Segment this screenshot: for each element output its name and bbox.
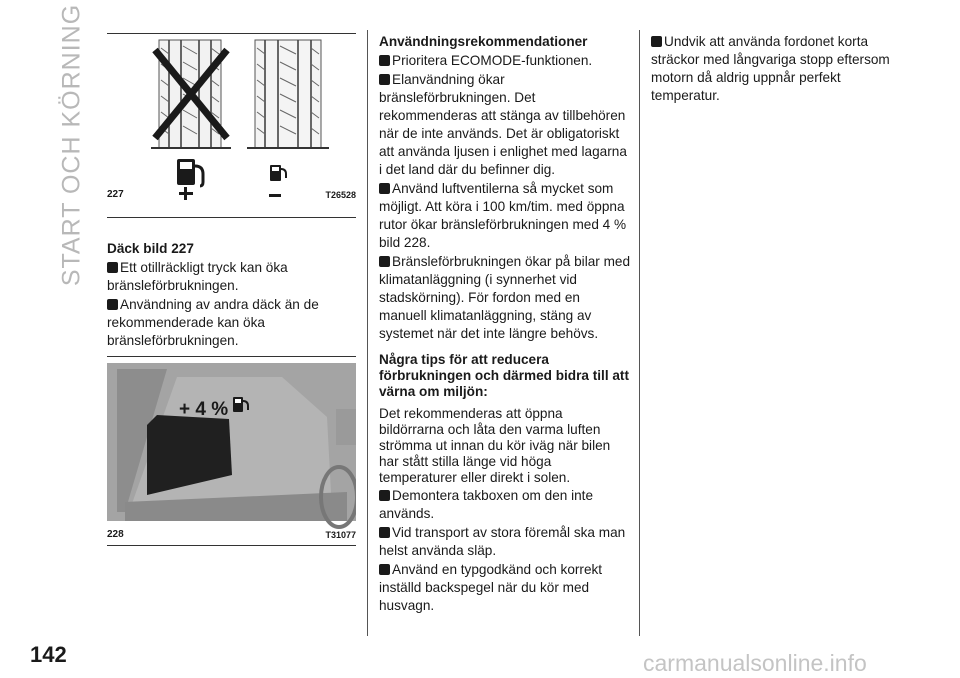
- bullet-item: Ett otillräckligt tryck kan öka bränsleförbrukningen.: [107, 260, 288, 293]
- column-2: [379, 33, 631, 616]
- bullet-item: Elanvändning ökar bränsleförbrukningen. Det rekommenderas att stänga av tillbehören när de inte används. Det är obligatoriskt att använda ljusen i enlighet med lagarna i det land där du befinner dig.: [379, 72, 627, 177]
- section-side-title: [52, 3, 92, 287]
- watermark: carmanualsonline.info: [643, 650, 867, 676]
- bullet-item: Undvik att använda fordonet korta sträckor med långvariga stopp eftersom motorn då aldrig uppnår perfekt temperatur.: [651, 34, 890, 103]
- figure-228: [107, 356, 356, 546]
- page-number: 142: [30, 642, 67, 667]
- percent-increase-label: + 4 %: [179, 399, 229, 420]
- bullet-icon: [379, 564, 390, 575]
- bullet-item: Demontera takboxen om den inte används.: [379, 488, 594, 521]
- figure-227: [107, 33, 356, 218]
- heading-recommendations: Användningsrekommendationer: [379, 34, 588, 49]
- bullet-icon: [379, 183, 390, 194]
- section-side-title-text: START OCH KÖRNING: [57, 3, 86, 287]
- bullet-icon: [651, 36, 662, 47]
- bullet-icon: [379, 490, 390, 501]
- figure-number: 228: [107, 529, 124, 540]
- bullet-item: Använd luftventilerna så mycket som möjligt. Att köra i 100 km/tim. med öppna rutor ökar bränsleförbrukningen med 4 % bild 228.: [379, 181, 627, 250]
- bullet-item: Använd en typgodkänd och korrekt inställd backspegel när du kör med husvagn.: [379, 562, 603, 613]
- fuel-pump-large-icon: [177, 159, 203, 200]
- figure-code: T31077: [325, 530, 356, 540]
- fuel-pump-small-icon: [269, 165, 286, 197]
- figure-number: 227: [107, 189, 124, 200]
- column-divider-1: [367, 30, 368, 636]
- bullet-item: Bränsleförbrukningen ökar på bilar med klimatanläggning (i synnerhet vid stadskörning). För fordon med en manuell klimatanläggning, stäng av systemet när det inte längre behövs.: [379, 254, 631, 341]
- bullet-item: Vid transport av stora föremål ska man helst använda släp.: [379, 525, 626, 558]
- tire-pressure-illustration: [107, 34, 356, 217]
- heading-tires: Däck bild 227: [107, 241, 194, 256]
- bullet-icon: [379, 256, 390, 267]
- bullet-icon: [379, 527, 390, 538]
- bullet-icon: [379, 74, 390, 85]
- column-1: [107, 240, 357, 351]
- tips-paragraph: Det rekommenderas att öppna bildörrarna och låta den varma luften strömma ut innan du kör iväg när bilen har stått stilla länge vid höga temperaturer eller direkt i solen.: [379, 406, 611, 485]
- bullet-icon: [107, 262, 118, 273]
- heading-tips: Några tips för att reducera förbrukningen och därmed bidra till att värna om miljön:: [379, 352, 629, 399]
- figure-code: T26528: [325, 190, 356, 200]
- column-divider-2: [639, 30, 640, 636]
- bullet-icon: [107, 299, 118, 310]
- bullet-item: Prioritera ECOMODE-funktionen.: [379, 52, 631, 70]
- column-3: [651, 33, 901, 106]
- bullet-icon: [379, 55, 390, 66]
- bullet-item: Användning av andra däck än de rekommenderade kan öka bränsleförbrukningen.: [107, 297, 319, 348]
- open-window-illustration: [107, 357, 356, 545]
